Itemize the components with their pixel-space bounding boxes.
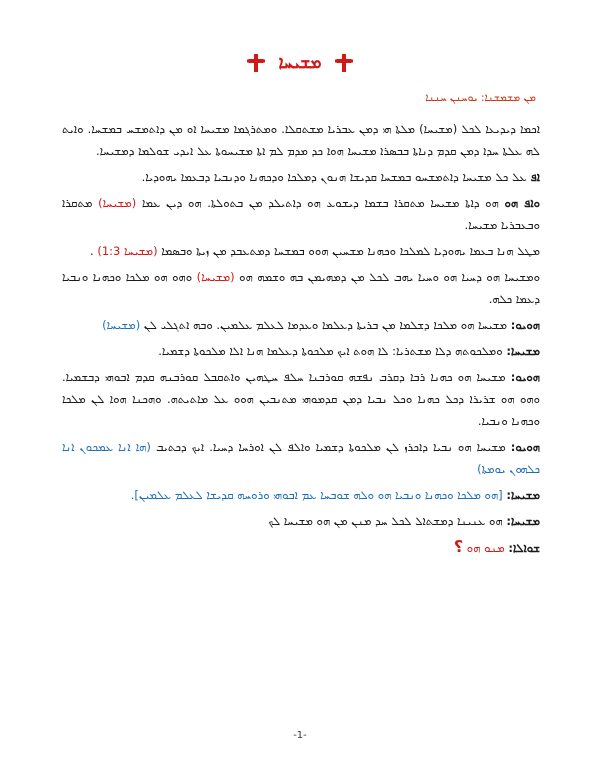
- scripture-reference: (ܡܫܝܚܐ 1:3): [97, 244, 158, 258]
- paragraph: [62, 266, 540, 310]
- paragraph-text: ܘܡܠܟܘܬܗ ܕܠܐ ܡܫܬܪܝܐ: ܠܐ ܗܘܬ ܐܝܟ ܡܠܟܘܬܐ ܕܥܠܡܐ ܗܢܐ ܐܠܐ ܡܠܟܘܬܐ ܕܫܡܝܐ.: [158, 344, 503, 358]
- paragraph-text: ܡܫܝܚܐ ܗܘ ܢܒܝܐ ܕܐܟܪܙ ܠܢ ܡܠܟܘܬܐ ܕܫܡܝܐ ܘܐܠܦ ܠܢ ܐܘܪܚܐ ܕܚܝܐ. ܐܝܟ ܕܟܬܝܒ: [155, 440, 506, 454]
- paragraph-text-continued: ܡܬܩܪܐ ܘܒܥܒܪܝܐ ܡܫܝܚܐ.: [62, 196, 540, 232]
- closing-question: [62, 536, 540, 559]
- page-number: -1-: [293, 730, 307, 741]
- paragraph-text: ܡܫܝܚܐ ܗܘ ܟܗܢܐ ܪܒܐ ܕܩܪܒ ܢܦܫܗ ܩܘܪܒܢܐ ܚܠܦ ܚܛܗܝܢ ܘܐܬܩܒܠ ܩܘܪܒܢܗ ܩܕܡ ܐܒܘܗܝ ܕܒܫܡܝܐ. ܘܗܘ ܗܘ ܫܪܝܪܐ ܕܟܠ ܟܗܢܐ ܘܟܠ ܢܒܝܐ ܕܡܢ ܩܕܡܘܗܝ ܡܬܢܒܝܢ ܗܘܘ ܥܠ ܡܐܬܝܬܗ. ܘܗܟܢܐ ܗܘܐ ܠܢ ܡܠܟܐ ܘܟܗܢܐ ܘܢܒܝܐ.: [62, 370, 540, 428]
- question-mark: ؟: [453, 537, 464, 556]
- page-title: ܡܫܝܚܐ: [278, 52, 322, 73]
- paragraph: [62, 192, 540, 236]
- paragraph: [62, 484, 540, 506]
- paragraph-text: ܡܛܠ ܗܢܐ ܒܥܡܐ ܝܗܘܕܝܐ ܠܡܠܟܐ ܘܟܗܢܐ ܡܫܚܝܢ ܗܘܘ ܒܡܫܚܐ ܕܡܬܥܒܕ ܡܢ ܙܝܬܐ ܘܒܣܡܐ: [161, 244, 540, 258]
- paragraph-label: ܐܦ: [530, 170, 540, 184]
- paragraph: [62, 314, 540, 336]
- highlighted-term: (ܡܫܝܚܐ): [196, 270, 235, 284]
- paragraph-label: ܡܫܝܚܐ:: [506, 514, 540, 528]
- paragraph: [62, 436, 540, 480]
- paragraph-label: ܡܫܝܚܐ:: [506, 488, 540, 502]
- paragraph-label: ܘܐܦ ܗܘ: [504, 196, 541, 210]
- paragraph: [62, 366, 540, 432]
- blue-quote: (ܗܐ ܐܢܐ ܥܡܟܘܢ ܐܢܐ ܟܠܗܘܢ ܝܘܡܬܐ): [62, 440, 540, 476]
- document-body: [62, 118, 540, 563]
- paragraph-text-continued: ܘܗܘ ܗܘ ܡܠܟܐ ܘܟܗܢܐ ܘܢܒܝܐ ܕܥܡܐ ܟܠܗ.: [62, 270, 540, 306]
- paragraph-label: ܗܘܝܘ:: [510, 370, 541, 384]
- blue-quote: [ܗܘ ܡܠܟܐ ܘܟܗܢܐ ܘܢܒܝܐ ܗܘ ܘܠܗ ܫܘܒܚܐ ܥܡ ܐܒܘܗܝ ܘܪܘܚܗ ܩܕܝܫܐ ܠܥܠܡ ܥܠܡܝܢ].: [130, 488, 503, 502]
- paragraph-label: ܡܫܝܚܐ:: [506, 344, 540, 358]
- title-row: [0, 52, 600, 73]
- paragraph-text: ܗܘ ܥܢܝܢܐ ܕܡܫܬܐܠ ܠܟܠ ܚܕ ܡܢܢ ܡܢ ܗܘ ܡܫܝܚܐ ܠܟ: [268, 514, 503, 528]
- highlighted-term: (ܡܫܝܚܐ): [98, 196, 137, 210]
- paragraph-text: ܐܟܡܐ ܕܝܕܝܥܐ ܠܟܠ (ܡܫܝܚܐ) ܡܠܬܐ ܗܝ ܕܡܢ ܥܒܪܝܐ ܡܫܬܩܠܐ. ܘܡܬܪܓܡܐ ܡܫܝܚܐ ܐܘ ܡܢ ܕܐܬܡܫܚ ܒܡܫܚܐ. ܘܐܝܬ ܠܗ ܥܠܬܐ ܚܕܐ ܕܡܢ ܩܕܡ ܕܢܐܬܐ ܒܒܣܪܐ ܡܫܝܚܐ ܗܘܐ ܟܕ ܡܕܡ ܠܡ ܐܬܐ ܡܫܝܚܘܬܐ ܥܠ ܐܝܕܝ ܫܘܠܡܐ ܕܡܫܝܚܐ.: [62, 122, 540, 158]
- paragraph-label: ܗܘܝܘ:: [510, 440, 541, 454]
- blue-term: (ܡܫܝܚܐ): [102, 318, 141, 332]
- paragraph: [62, 340, 540, 362]
- closing-label: ܫܘܐܠܐ:: [508, 541, 540, 555]
- author-line: ܡܢ ܡܫܡܫܢܐ: ܝܘܚܢܢ ܚܢܢܐ: [425, 92, 536, 104]
- closing-red-term: ܡܢܘ ܗܘ: [466, 541, 505, 555]
- cross-icon: [335, 54, 353, 72]
- paragraph: [62, 510, 540, 532]
- paragraph-text: ܗܘ ܕܐܬܐ ܡܫܝܚܐ ܡܬܩܪܐ ܒܫܡܐ ܕܝܫܘܥ ܗܘ ܕܐܬܝܠܕ ܡܢ ܒܬܘܠܬܐ. ܗܘ ܕܝܢ ܥܡܐ: [141, 196, 499, 210]
- paragraph-text-continued: .: [90, 244, 94, 258]
- paragraph: [62, 240, 540, 262]
- paragraph-text: ܥܠ ܟܠ ܡܫܝܚܐ ܕܐܬܡܫܚܘ ܒܡܫܚܐ ܩܕܝܫܐ ܗܢܘܢ ܕܡܠܟܐ ܘܕܟܗܢܐ ܘܕܢܒܝܐ ܕܒܥܡܐ ܝܗܘܕܝܐ.: [141, 170, 527, 184]
- paragraph-text: ܡܫܝܚܐ ܗܘ ܡܠܟܐ ܕܫܠܡܐ ܡܢ ܒܪܝܬܐ ܕܥܠܡܐ ܘܥܕܡܐ ܠܥܠܡ ܥܠܡܝܢ. ܘܒܗ ܐܬܓܠܝ ܠܢ: [143, 318, 508, 332]
- paragraph-label: ܗܘܝܘ:: [510, 318, 540, 332]
- paragraph: [62, 118, 540, 162]
- paragraph-text: ܘܡܫܝܚܐ ܗܘ ܕܚܝܐ ܗܘ ܘܚܝܐ ܝܗܒ ܠܟܠ ܡܢ ܕܡܗܝܡܢ ܒܗ ܘܫܡܗ ܗܘ: [239, 270, 541, 284]
- paragraph: [62, 166, 540, 188]
- cross-icon: [247, 54, 265, 72]
